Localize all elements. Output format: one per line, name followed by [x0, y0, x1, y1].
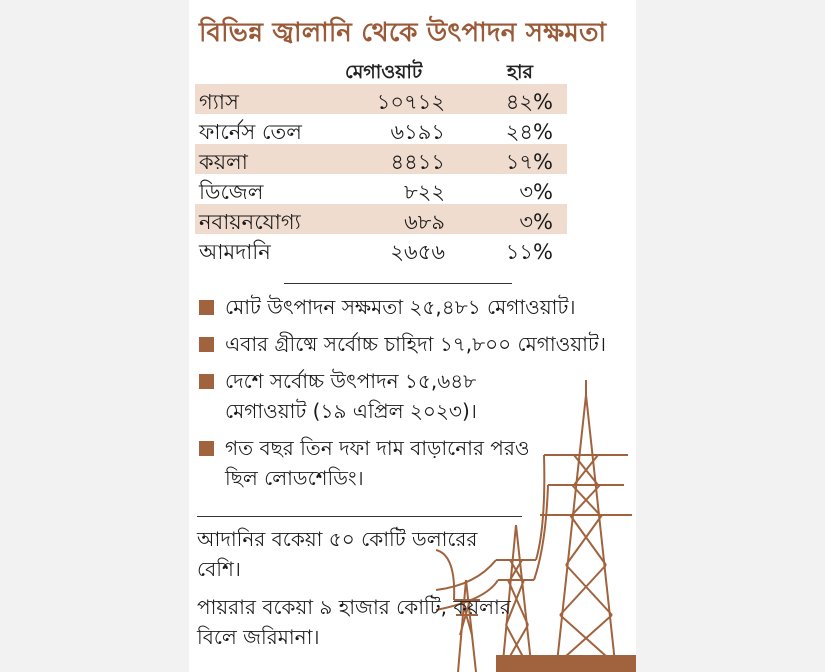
fuel-name: আমদানি [199, 240, 271, 264]
list-item [199, 329, 629, 359]
list-item-text: মোট উৎপাদন সক্ষমতা ২৫,৪৮১ মেগাওয়াট। [225, 295, 576, 319]
fuel-name: ডিজেল [199, 180, 264, 204]
note-text: আদানির বকেয়া ৫০ কোটি ডলারের বেশি। [197, 527, 478, 581]
facts-list [199, 292, 629, 500]
list-item-text: দেশে সর্বোচ্চ উৎপাদন ১৫,৬৪৮ মেগাওয়াট (১৯ এপ্রিল ২০২৩)। [225, 369, 477, 423]
percent-value: ৪২% [505, 90, 553, 114]
fuel-name: কয়লা [199, 150, 248, 174]
list-item [199, 366, 545, 426]
table-row [195, 204, 567, 234]
header-rate: হার [507, 61, 533, 83]
percent-value: ৩% [519, 210, 553, 234]
percent-value: ২৪% [505, 120, 553, 144]
table-row [195, 114, 567, 144]
table-divider [284, 283, 512, 284]
list-item [199, 292, 629, 322]
list-item-text: গত বছর তিন দফা দাম বাড়ানোর পরও ছিল লোডশেডিং। [225, 436, 530, 490]
percent-value: ১১% [505, 240, 553, 264]
list-item [199, 433, 545, 493]
bullet-square-icon [199, 337, 214, 352]
megawatt-value: ৬৮৯ [404, 210, 445, 234]
header-megawatt: মেগাওয়াট [345, 61, 423, 83]
notes-section [197, 524, 527, 660]
bullet-square-icon [199, 374, 214, 389]
infographic-panel [189, 0, 636, 672]
table-header [195, 58, 567, 84]
megawatt-value: ২৬৫৬ [390, 240, 445, 264]
notes-divider [197, 516, 522, 517]
percent-value: ৩% [519, 180, 553, 204]
table-row [195, 144, 567, 174]
megawatt-value: ৪৪১১ [390, 150, 445, 174]
bullet-square-icon [199, 441, 214, 456]
fuel-name: গ্যাস [199, 90, 239, 114]
megawatt-value: ১০৭১২ [376, 90, 445, 114]
note-text: পায়রার বকেয়া ৯ হাজার কোটি, কয়লার বিলে জরিমানা। [197, 595, 511, 649]
percent-value: ১৭% [505, 150, 553, 174]
bullet-square-icon [199, 300, 214, 315]
fuel-name: ফার্নেস তেল [199, 120, 302, 144]
megawatt-value: ৮২২ [404, 180, 445, 204]
megawatt-value: ৬১৯১ [390, 120, 445, 144]
table-row [195, 84, 567, 114]
table-row [195, 174, 567, 204]
fuel-name: নবায়নযোগ্য [199, 210, 301, 234]
infographic-title: বিভিন্ন জ্বালানি থেকে উৎপাদন সক্ষমতা [199, 18, 607, 48]
capacity-table [195, 58, 567, 264]
table-row [195, 234, 567, 264]
list-item-text: এবার গ্রীষ্মে সর্বোচ্চ চাহিদা ১৭,৮০০ মেগাওয়াট। [225, 332, 606, 356]
